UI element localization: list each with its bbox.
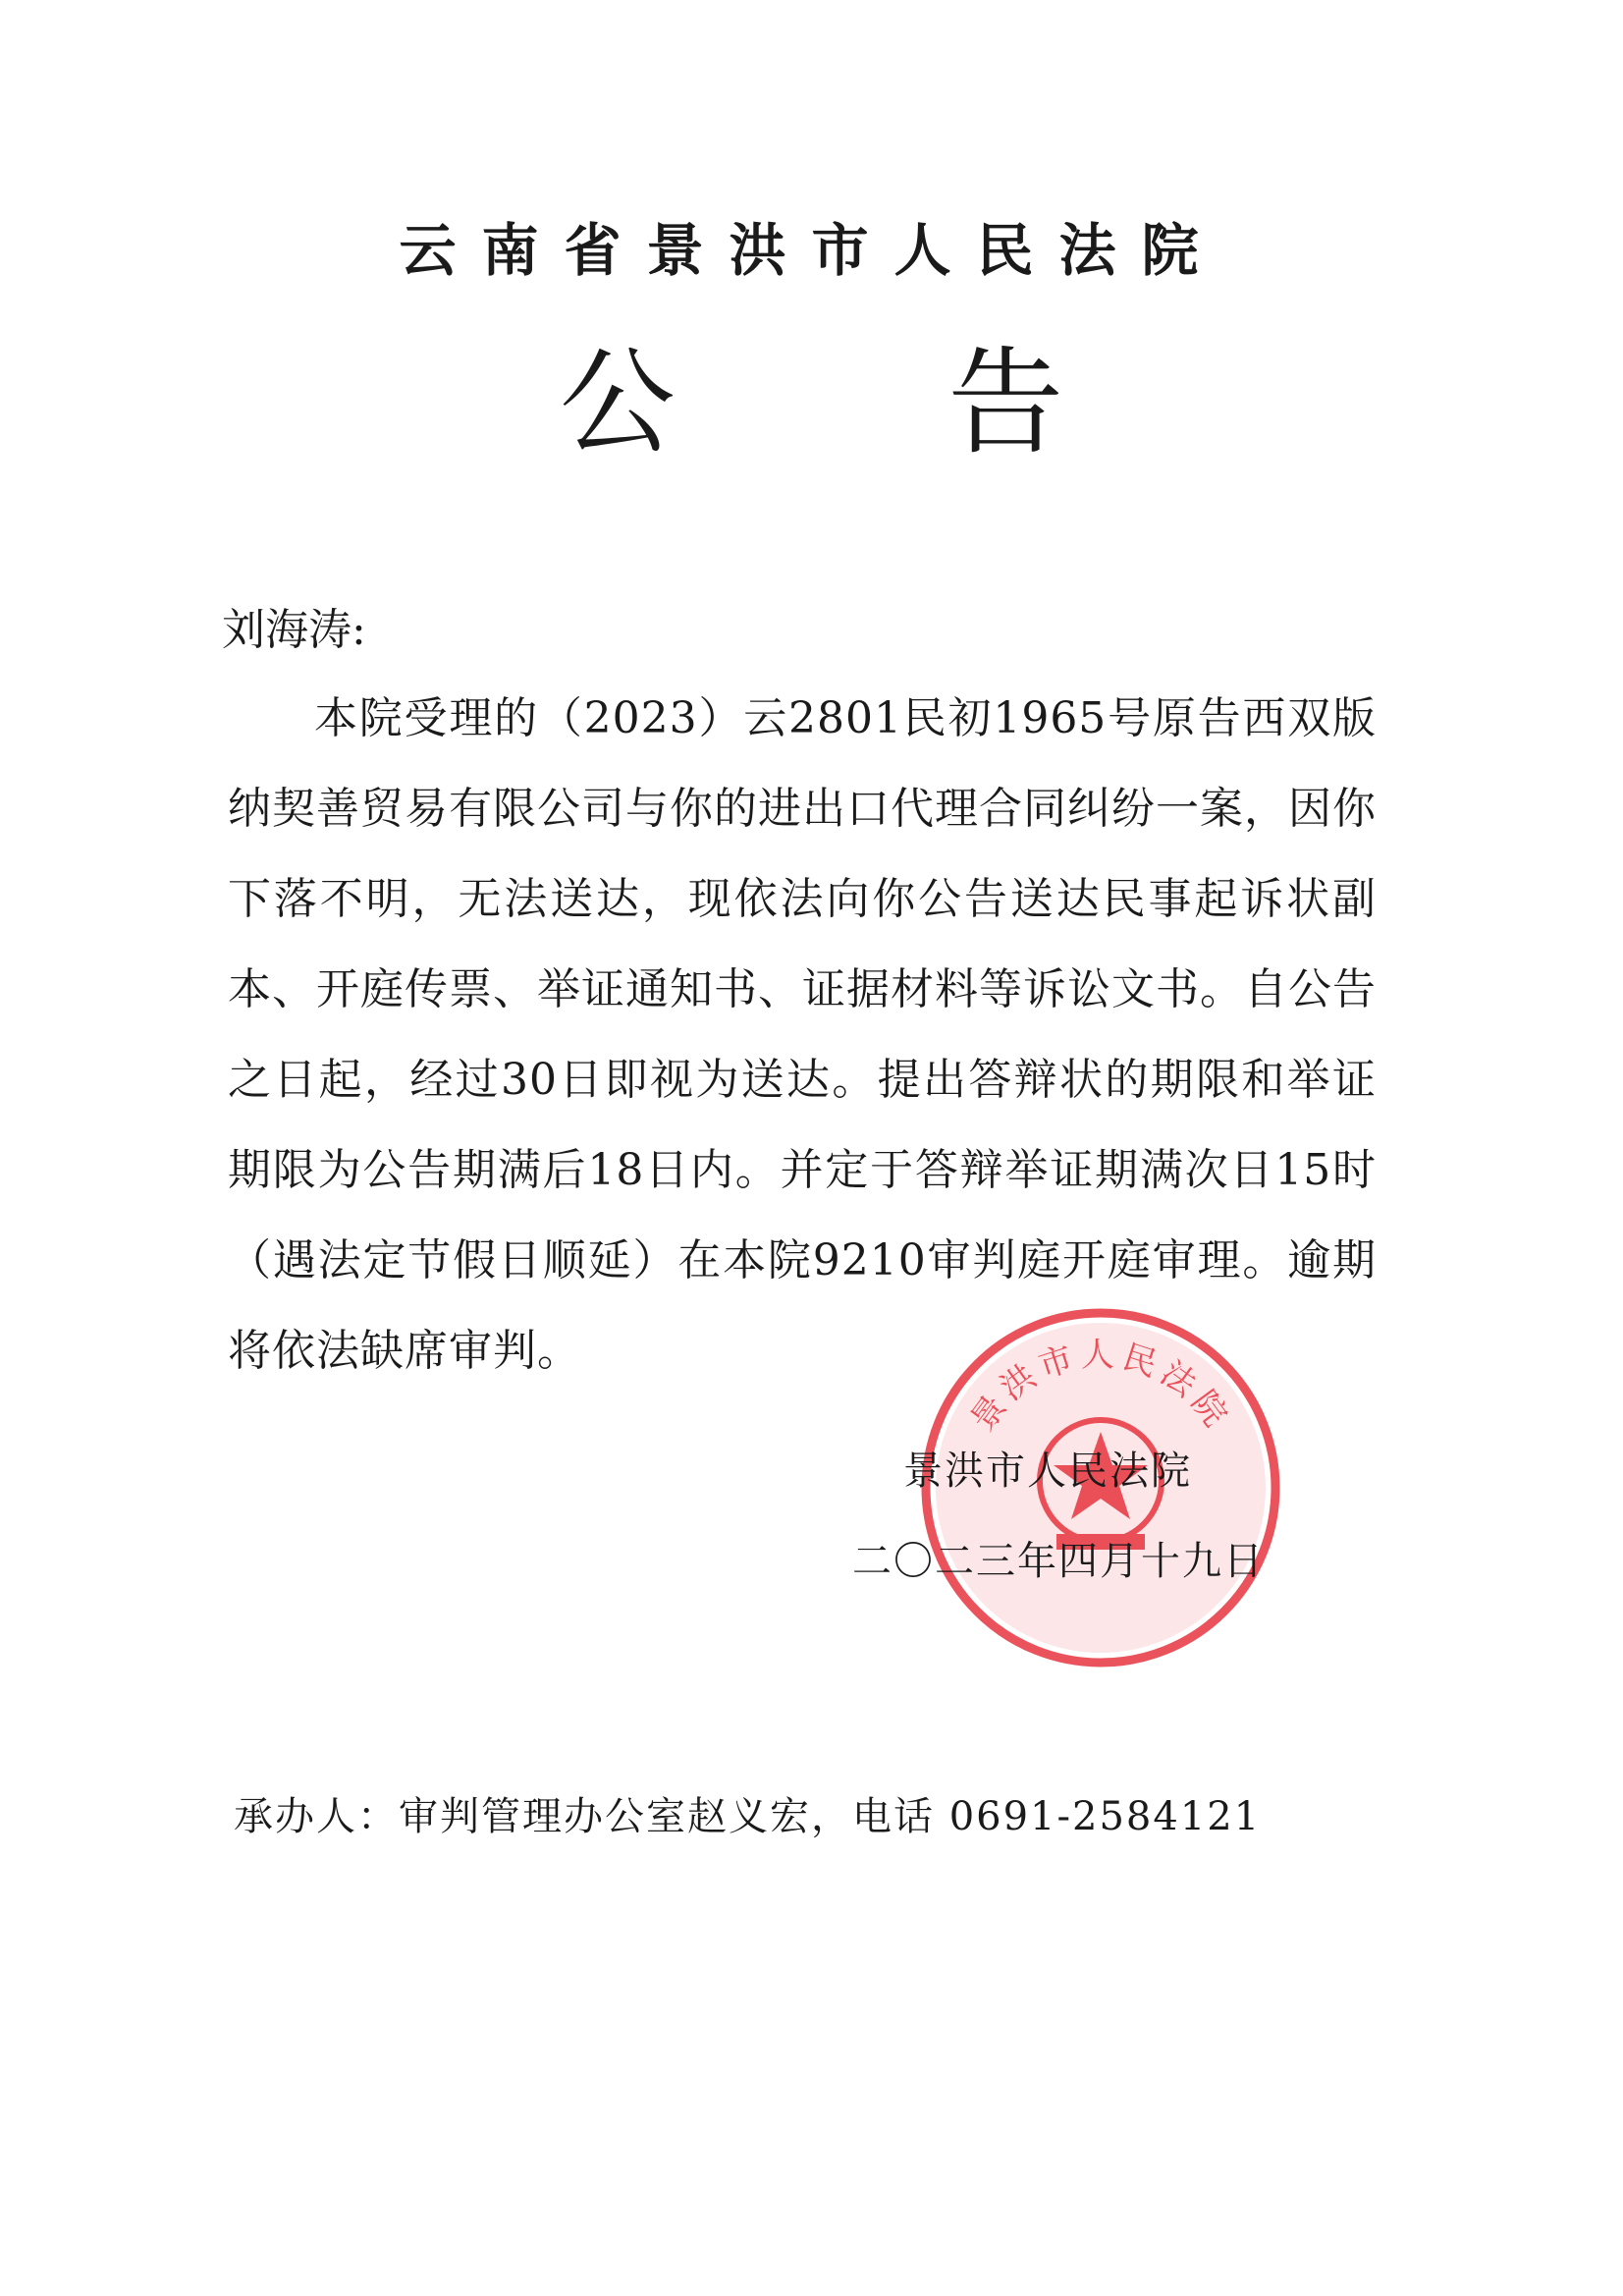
contact-info: 承办人：审判管理办公室赵义宏，电话 0691-2584121 <box>234 1794 1262 1839</box>
signature-date: 二〇二三年四月十九日 <box>852 1539 1265 1584</box>
addressee: 刘海涛: <box>222 605 366 655</box>
signature-court-name: 景洪市人民法院 <box>903 1449 1192 1494</box>
notice-body: 本院受理的（2023）云2801民初1965号原告西双版纳契善贸易有限公司与你的进出口代理合同纠纷一案，因你下落不明，无法送达，现依法向你公告送达民事起诉状副本、开庭传票、举证通知书、证据材料等诉讼文书。自公告之日起，经过30日即视为送达。提出答辩状的期限和举证期限为公告期满后18日内。并定于答辩举证期满次日15时（遇法定节假日顺延）在本院9210审判庭开庭审理。逾期将依法缺席审判。 <box>228 693 1377 1376</box>
court-name-heading: 云南省景洪市人民法院 <box>399 217 1224 284</box>
seal-text: 景洪市人民法院 <box>962 1336 1239 1439</box>
document-title: 公 告 <box>559 335 1182 470</box>
